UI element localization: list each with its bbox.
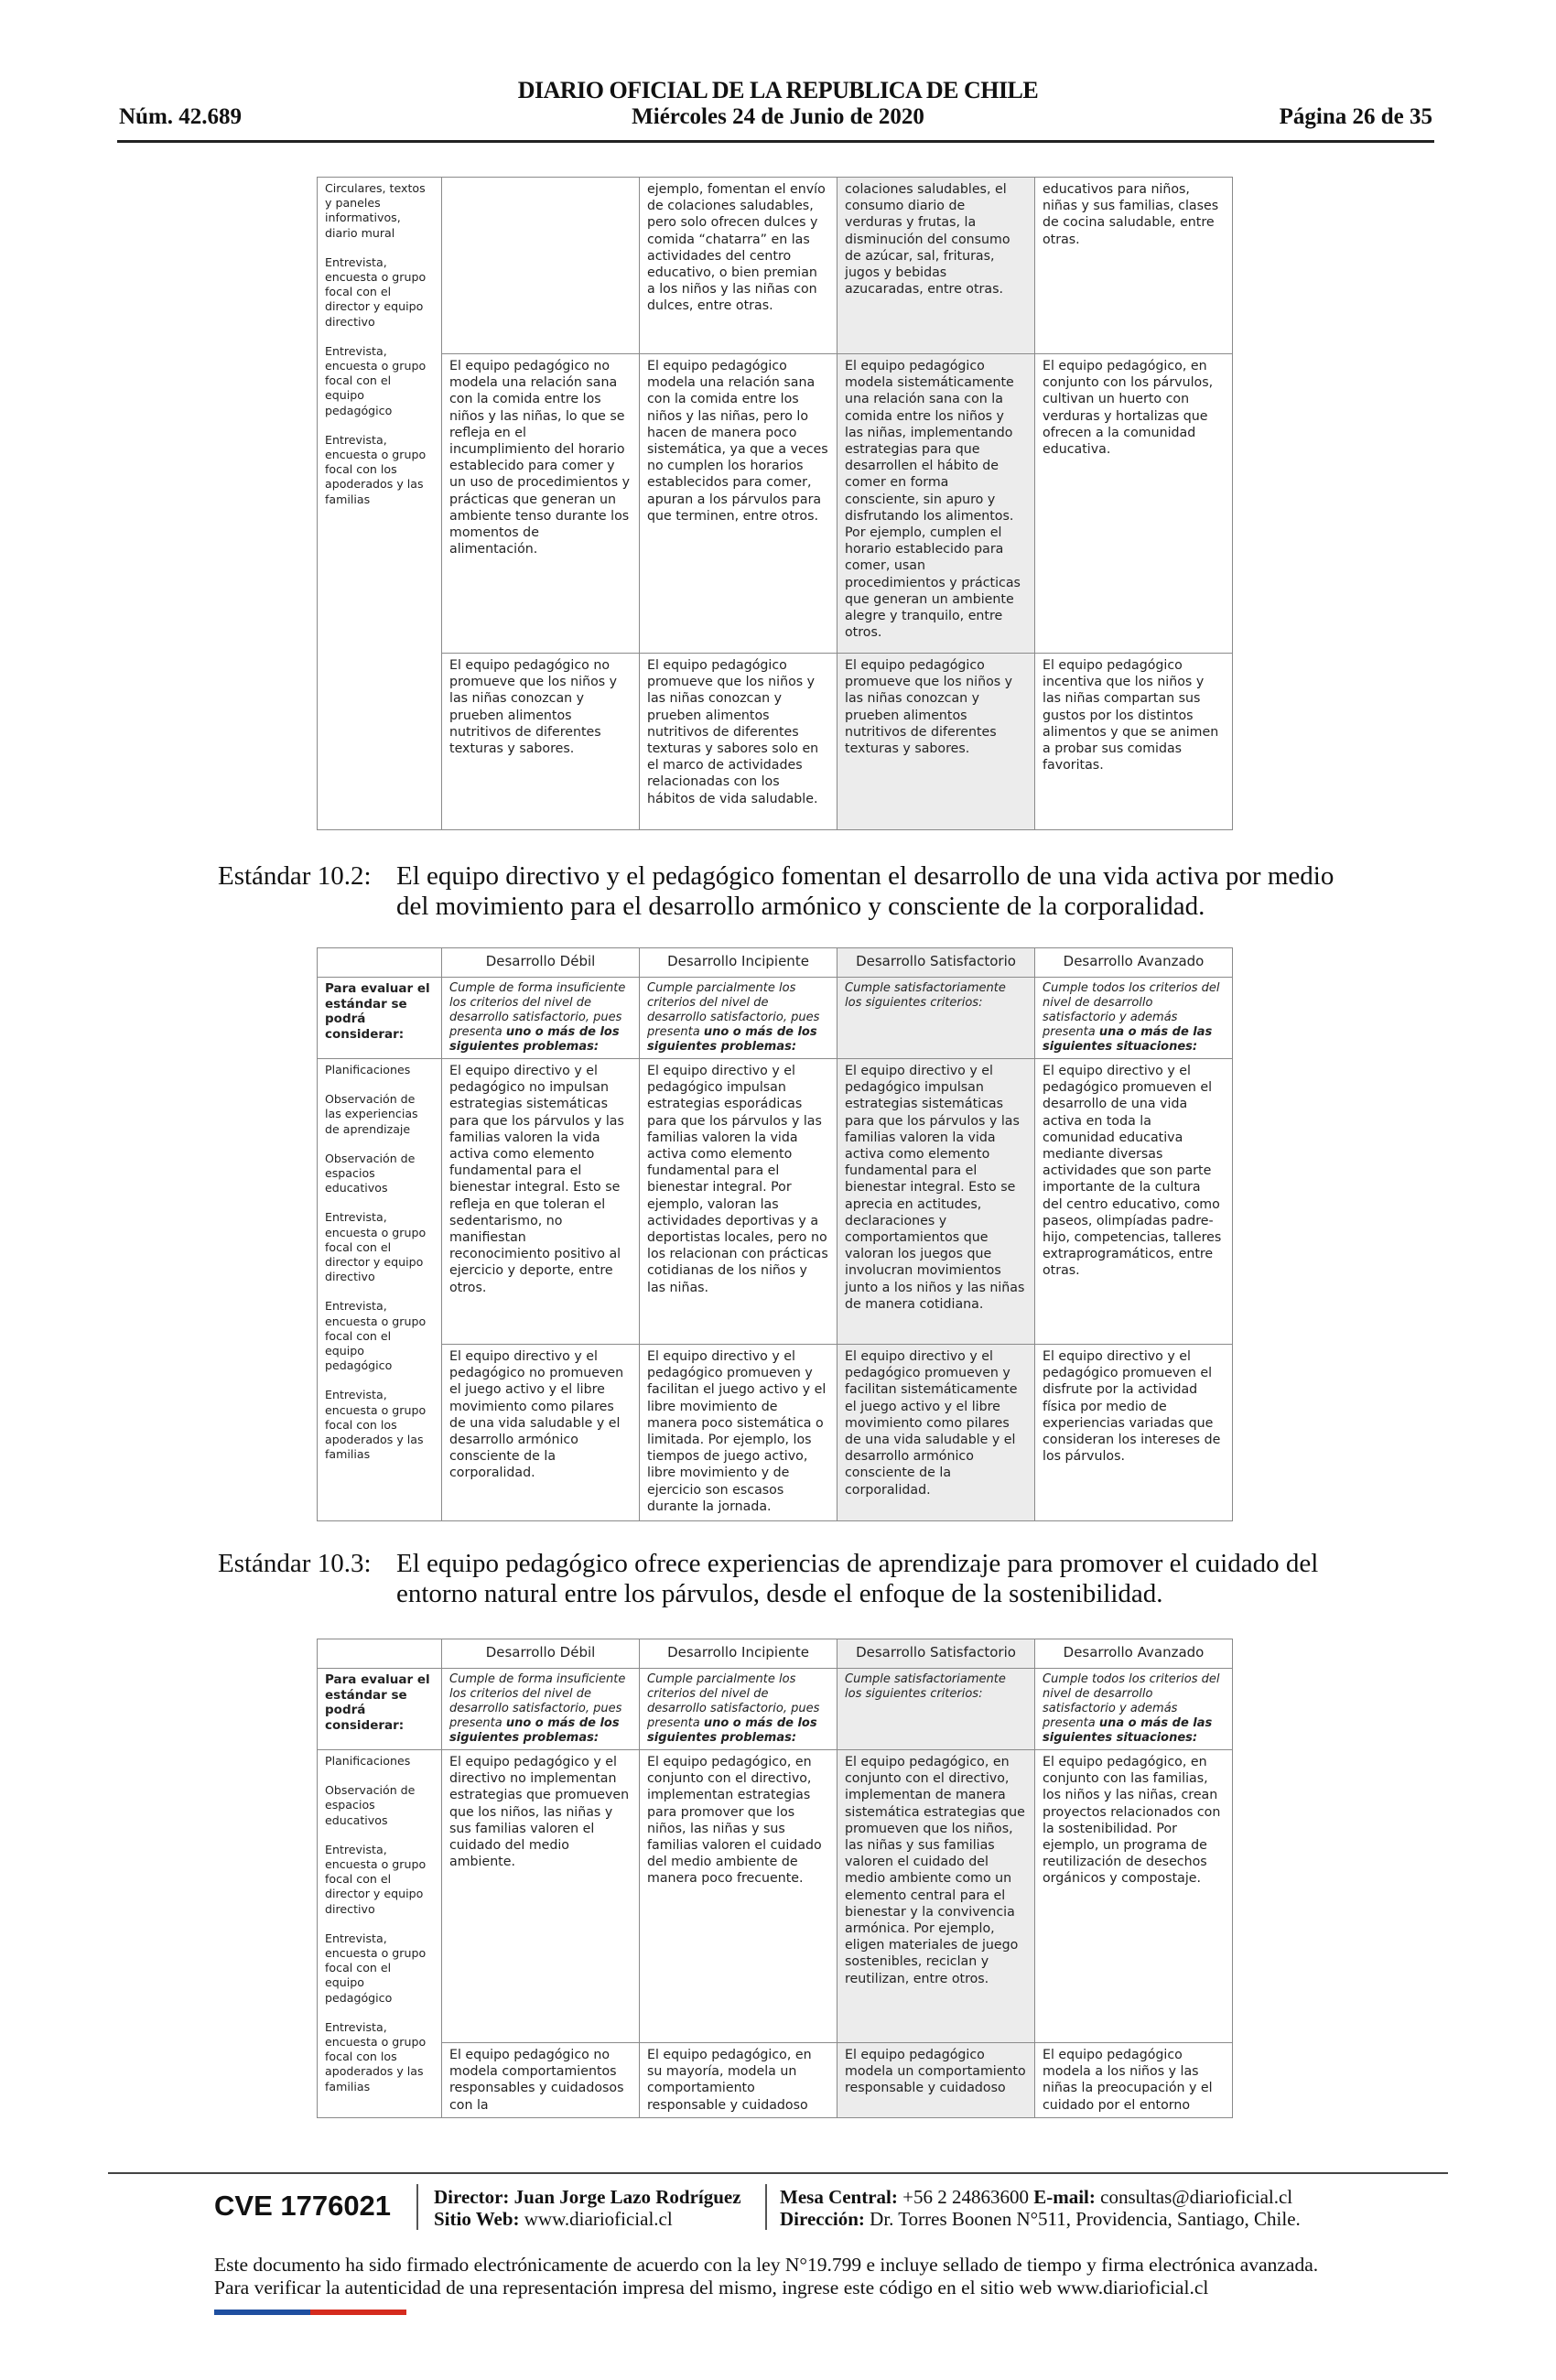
email-link[interactable]: consultas@diarioficial.cl <box>1100 2186 1293 2208</box>
header-blank <box>318 948 442 978</box>
web-link[interactable]: www.diarioficial.cl <box>524 2208 673 2230</box>
evidence-item: Entrevista, encuesta o grupo focal con el equipo pedagógico <box>325 1931 427 2005</box>
cell-incipiente: El equipo pedagógico modela una relación sana con la comida entre los niños y las niñas, pero lo hacen de manera poco sistemática, ya que a veces no cumplen los horarios establecidos para comer, apuran a los párvulos para que terminen, entre otros. <box>640 354 837 654</box>
header-satisfactorio: Desarrollo Satisfactorio <box>837 1639 1035 1669</box>
evidence-item: Entrevista, encuesta o grupo focal con el equipo pedagógico <box>325 343 427 417</box>
table-row <box>318 1345 1233 1521</box>
issue-date: Miércoles 24 de Junio de 2020 <box>632 104 924 129</box>
rubric-table-10-3 <box>317 1639 1233 2118</box>
cell-incipiente: El equipo pedagógico promueve que los niños y las niñas conozcan y prueben alimentos nutritivos de diferentes texturas y sabores solo en el marco de actividades relacionadas con los hábitos de vida saludable. <box>640 654 837 830</box>
cell-satisfactorio: El equipo pedagógico promueve que los niños y las niñas conozcan y prueben alimentos nutritivos de diferentes texturas y sabores. <box>837 654 1035 830</box>
table-row <box>318 178 1233 354</box>
footer-contact-block <box>780 2186 1301 2230</box>
cell-avanzado: El equipo pedagógico, en conjunto con las familias, los niños y las niñas, crean proyectos relacionados con la sostenibilidad. Por ejemplo, un programa de reutilización de desechos orgánicos y compostaje. <box>1035 1750 1233 2043</box>
header-incipiente: Desarrollo Incipiente <box>640 948 837 978</box>
cell-avanzado: El equipo pedagógico, en conjunto con los párvulos, cultivan un huerto con verduras y hortalizas que ofrecen a la comunidad educativa. <box>1035 354 1233 654</box>
cve-code: CVE 1776021 <box>214 2190 392 2222</box>
cell-incipiente: El equipo directivo y el pedagógico impulsan estrategias esporádicas para que los párvulos y las familias valoren la vida activa como elemento fundamental para el bienestar integral. Por ejemplo, valoran las actividades deportivas y a deportistas locales, pero no los relacionan con prácticas cotidianas de los niños y las niñas. <box>640 1059 837 1345</box>
table-row <box>318 1059 1233 1345</box>
cell-debil: El equipo directivo y el pedagógico no promueven el juego activo y el libre movimiento como pilares de una vida saludable y el desarrollo armónico consciente de la corporalidad. <box>442 1345 640 1521</box>
evidence-item: Entrevista, encuesta o grupo focal con el equipo pedagógico <box>325 1299 427 1373</box>
evidence-item: Entrevista, encuesta o grupo focal con los apoderados y las familias <box>325 2019 427 2093</box>
cell-debil: El equipo pedagógico no modela comportamientos responsables y cuidadosos con la <box>442 2043 640 2118</box>
evidence-item: Entrevista, encuesta o grupo focal con el director y equipo directivo <box>325 1842 427 1916</box>
criteria-incipiente: Cumple parcialmente los criterios del nivel de desarrollo satisfactorio, pues presenta uno o más de los siguientes problemas: <box>640 978 837 1059</box>
cell-debil: El equipo pedagógico no modela una relación sana con la comida entre los niños y las niñas, lo que se refleja en el incumplimiento del horario establecido para comer y un uso de procedimientos y prácticas que generan un ambiente tenso durante los momentos de alimentación. <box>442 354 640 654</box>
footer-separator <box>765 2184 767 2230</box>
legal-notice: Este documento ha sido firmado electrónicamente de acuerdo con la ley N°19.799 e incluye sellado de tiempo y firma electrónica avanzada. Para verificar la autenticidad de una representación impresa del mismo, ingrese este código en el sitio web www.diarioficial.cl <box>214 2254 1319 2299</box>
evidence-item: Planificaciones <box>325 1063 411 1076</box>
cell-satisfactorio: colaciones saludables, el consumo diario de verduras y frutas, la disminución del consumo de azúcar, sal, frituras, jugos y bebidas azucaradas, entre otras. <box>837 178 1035 354</box>
header-row <box>318 948 1233 978</box>
flag-stripe <box>214 2310 406 2315</box>
criteria-row <box>318 1669 1233 1750</box>
standard-text: El equipo pedagógico ofrece experiencias de aprendizaje para promover el cuidado del entorno natural entre los párvulos, desde el enfoque de la sostenibilidad. <box>396 1549 1319 1608</box>
footer-separator <box>416 2184 418 2230</box>
rubric-table-10-1 <box>317 177 1233 830</box>
cell-debil: El equipo pedagógico no promueve que los niños y las niñas conozcan y prueben alimentos nutritivos de diferentes texturas y sabores. <box>442 654 640 830</box>
consider-label: Para evaluar el estándar se podrá considerar: <box>318 1669 442 1750</box>
standard-number: Estándar 10.3: <box>218 1549 372 1578</box>
phone-label: Mesa Central: <box>780 2186 898 2208</box>
table-row <box>318 1750 1233 2043</box>
flag-red-segment <box>310 2310 406 2315</box>
evidence-item: Observación de las experiencias de aprendizaje <box>325 1092 418 1136</box>
criteria-debil: Cumple de forma insuficiente los criterios del nivel de desarrollo satisfactorio, pues presenta uno o más de los siguientes problemas: <box>442 1669 640 1750</box>
evidence-cell <box>318 178 442 830</box>
evidence-item: Entrevista, encuesta o grupo focal con el director y equipo directivo <box>325 254 427 329</box>
cell-satisfactorio: El equipo pedagógico modela un comportamiento responsable y cuidadoso <box>837 2043 1035 2118</box>
table-row <box>318 2043 1233 2118</box>
header-avanzado: Desarrollo Avanzado <box>1035 948 1233 978</box>
director-label: Director: <box>434 2186 510 2208</box>
cell-satisfactorio: El equipo pedagógico modela sistemáticamente una relación sana con la comida entre los niños y las niñas, implementando estrategias para que desarrollen el hábito de comer en forma consciente, sin apuro y disfrutando los alimentos. Por ejemplo, cumplen el horario establecido para comer, usan procedimientos y prácticas que generan un ambiente alegre y tranquilo, entre otros. <box>837 354 1035 654</box>
email-label: E-mail: <box>1033 2186 1096 2208</box>
evidence-item: Circulares, textos y paneles informativos, diario mural <box>325 181 426 240</box>
cell-incipiente: El equipo directivo y el pedagógico promueven y facilitan el juego activo y el libre movimiento de manera poco sistemática o limitada. Por ejemplo, los tiempos de juego activo, libre movimiento y de ejercicio son escasos durante la jornada. <box>640 1345 837 1521</box>
cell-satisfactorio: El equipo pedagógico, en conjunto con el directivo, implementan de manera sistemática estrategias que promueven que los niños, las niñas y sus familias valoren el cuidado del medio ambiente como un elemento central para el bienestar y la convivencia armónica. Por ejemplo, eligen materiales de juego sostenibles, reciclan y reutilizan, entre otros. <box>837 1750 1035 2043</box>
cell-incipiente: ejemplo, fomentan el envío de colaciones saludables, pero solo ofrecen dulces y comida “chatarra” en las actividades del centro educativo, o bien premian a los niños y las niñas con dulces, entre otras. <box>640 178 837 354</box>
cell-avanzado: El equipo directivo y el pedagógico promueven el disfrute por la actividad física por medio de experiencias variadas que consideran los intereses de los párvulos. <box>1035 1345 1233 1521</box>
cell-incipiente: El equipo pedagógico, en su mayoría, modela un comportamiento responsable y cuidadoso <box>640 2043 837 2118</box>
header-blank <box>318 1639 442 1669</box>
evidence-cell <box>318 1059 442 1521</box>
header-debil: Desarrollo Débil <box>442 1639 640 1669</box>
rubric-table-10-2 <box>317 947 1233 1521</box>
evidence-item: Entrevista, encuesta o grupo focal con los apoderados y las familias <box>325 1388 427 1462</box>
header-row <box>318 1639 1233 1669</box>
cell-satisfactorio: El equipo directivo y el pedagógico promueven y facilitan sistemáticamente el juego activo y el libre movimiento como pilares de una vida saludable y el desarrollo armónico consciente de la corporalidad. <box>837 1345 1035 1521</box>
criteria-incipiente: Cumple parcialmente los criterios del nivel de desarrollo satisfactorio, pues presenta uno o más de los siguientes problemas: <box>640 1669 837 1750</box>
table-row <box>318 654 1233 830</box>
flag-blue-segment <box>214 2310 310 2315</box>
evidence-item: Entrevista, encuesta o grupo focal con el director y equipo directivo <box>325 1210 427 1284</box>
criteria-satisfactorio: Cumple satisfactoriamente los siguientes criterios: <box>837 978 1035 1059</box>
standard-number: Estándar 10.2: <box>218 861 372 891</box>
header-avanzado: Desarrollo Avanzado <box>1035 1639 1233 1669</box>
criteria-satisfactorio: Cumple satisfactoriamente los siguientes criterios: <box>837 1669 1035 1750</box>
header-incipiente: Desarrollo Incipiente <box>640 1639 837 1669</box>
footer-director-block <box>434 2186 741 2230</box>
evidence-item: Observación de espacios educativos <box>325 1783 416 1827</box>
address-label: Dirección: <box>780 2208 865 2230</box>
criteria-emphasis: uno o más de los siguientes problemas: <box>449 1716 620 1745</box>
criteria-row <box>318 978 1233 1059</box>
issue-number: Núm. 42.689 <box>119 104 243 129</box>
header-satisfactorio: Desarrollo Satisfactorio <box>837 948 1035 978</box>
evidence-cell <box>318 1750 442 2118</box>
page-number: Página 26 de 35 <box>1279 104 1432 129</box>
publication-title: DIARIO OFICIAL DE LA REPUBLICA DE CHILE <box>517 77 1039 103</box>
criteria-emphasis: una o más de las siguientes situaciones: <box>1043 1025 1213 1054</box>
table-row <box>318 354 1233 654</box>
cell-avanzado: educativos para niños, niñas y sus familias, clases de cocina saludable, entre otras. <box>1035 178 1233 354</box>
cell-debil <box>442 178 640 354</box>
cell-avanzado: El equipo pedagógico incentiva que los niños y las niñas compartan sus gustos por los distintos alimentos y que se animen a probar sus comidas favoritas. <box>1035 654 1233 830</box>
standard-text: El equipo directivo y el pedagógico fomentan el desarrollo de una vida activa por medio del movimiento para el desarrollo armónico y consciente de la corporalidad. <box>396 861 1334 921</box>
header-debil: Desarrollo Débil <box>442 948 640 978</box>
criteria-avanzado: Cumple todos los criterios del nivel de desarrollo satisfactorio y además presenta una o más de las siguientes situaciones: <box>1035 1669 1233 1750</box>
director-name: Juan Jorge Lazo Rodríguez <box>513 2186 741 2208</box>
cell-avanzado: El equipo pedagógico modela a los niños y las niñas la preocupación y el cuidado por el entorno <box>1035 2043 1233 2118</box>
evidence-item: Entrevista, encuesta o grupo focal con los apoderados y las familias <box>325 432 427 506</box>
criteria-debil: Cumple de forma insuficiente los criterios del nivel de desarrollo satisfactorio, pues presenta uno o más de los siguientes problemas: <box>442 978 640 1059</box>
header-divider <box>117 140 1434 143</box>
footer-divider <box>108 2172 1448 2174</box>
cell-incipiente: El equipo pedagógico, en conjunto con el directivo, implementan estrategias para promover que los niños, las niñas y sus familias valoren el cuidado del medio ambiente de manera poco frecuente. <box>640 1750 837 2043</box>
phone-number: +56 2 24863600 <box>902 2186 1029 2208</box>
cell-satisfactorio: El equipo directivo y el pedagógico impulsan estrategias sistemáticas para que los párvulos y las familias valoren la vida activa como elemento fundamental para el bienestar integral. Esto se aprecia en actitudes, declaraciones y comportamientos que valoran los juegos que involucran movimientos junto a los niños y las niñas de manera cotidiana. <box>837 1059 1035 1345</box>
criteria-emphasis: uno o más de los siguientes problemas: <box>449 1025 620 1054</box>
criteria-avanzado: Cumple todos los criterios del nivel de desarrollo satisfactorio y además presenta una o más de las siguientes situaciones: <box>1035 978 1233 1059</box>
address-text: Dr. Torres Boonen N°511, Providencia, Santiago, Chile. <box>870 2208 1301 2230</box>
cell-debil: El equipo pedagógico y el directivo no implementan estrategias que promueven que los niños, las niñas y sus familias valoren el cuidado del medio ambiente. <box>442 1750 640 2043</box>
evidence-item: Planificaciones <box>325 1754 411 1768</box>
criteria-emphasis: uno o más de los siguientes problemas: <box>647 1716 817 1745</box>
web-label: Sitio Web: <box>434 2208 520 2230</box>
cell-debil: El equipo directivo y el pedagógico no impulsan estrategias sistemáticas para que los párvulos y las familias valoren la vida activa como elemento fundamental para el bienestar integral. Esto se refleja en que toleran el sedentarismo, no manifiestan reconocimiento positivo al ejercicio y deporte, entre otros. <box>442 1059 640 1345</box>
criteria-emphasis: uno o más de los siguientes problemas: <box>647 1025 817 1054</box>
consider-label: Para evaluar el estándar se podrá considerar: <box>318 978 442 1059</box>
evidence-item: Observación de espacios educativos <box>325 1151 416 1195</box>
cell-avanzado: El equipo directivo y el pedagógico promueven el desarrollo de una vida activa en toda la comunidad educativa mediante diversas actividades que son parte importante de la cultura del centro educativo, como paseos, olimpíadas padre-hijo, competencias, talleres extraprogramáticos, entre otras. <box>1035 1059 1233 1345</box>
criteria-emphasis: una o más de las siguientes situaciones: <box>1043 1716 1213 1745</box>
